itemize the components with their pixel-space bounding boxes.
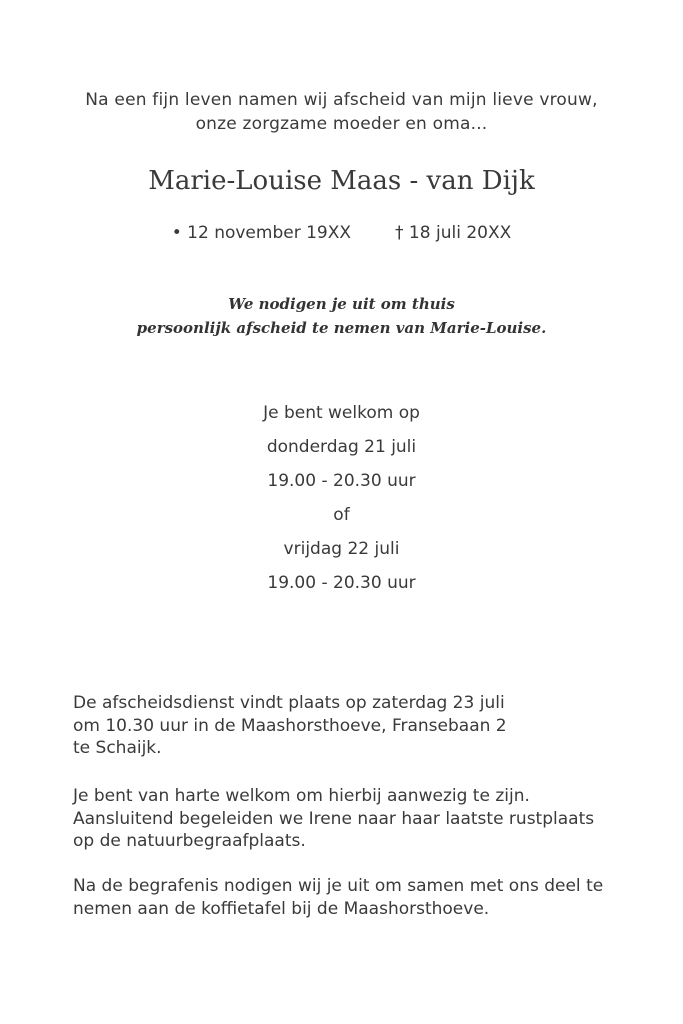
schedule-line: 19.00 - 20.30 uur [267, 471, 416, 491]
intro-text [0, 88, 683, 136]
invitation-line-2: persoonlijk afscheid te nemen van Marie-Louise. [136, 319, 547, 337]
invitation-line-1: We nodigen je uit om thuis [228, 295, 455, 313]
paragraph-line: nemen aan de koffietafel bij de Maashorsthoeve. [73, 898, 490, 919]
invitation-text [0, 292, 683, 340]
welcome-paragraph [73, 785, 663, 853]
paragraph-line: op de natuurbegraafplaats. [73, 831, 306, 851]
schedule-line: of [333, 505, 350, 525]
intro-line-2: onze zorgzame moeder en oma... [195, 114, 488, 134]
schedule-line: 19.00 - 20.30 uur [267, 573, 416, 593]
coffee-paragraph [73, 875, 663, 920]
service-paragraph [73, 692, 663, 760]
birth-date: • 12 november 19XX [171, 223, 352, 243]
deceased-name: Marie-Louise Maas - van Dijk [148, 166, 535, 196]
life-dates [0, 220, 683, 246]
paragraph-line: De afscheidsdienst vindt plaats op zaterdag 23 juli [73, 693, 505, 713]
paragraph-line: te Schaijk. [73, 738, 162, 758]
paragraph-line: Aansluitend begeleiden we Irene naar haar laatste rustplaats [73, 808, 595, 829]
schedule-line: vrijdag 22 juli [283, 539, 400, 559]
visiting-schedule [0, 398, 683, 602]
schedule-line: donderdag 21 juli [266, 437, 417, 457]
paragraph-line: om 10.30 uur in de Maashorsthoeve, Fransebaan 2 [73, 715, 507, 736]
paragraph-line: Je bent van harte welkom om hierbij aanwezig te zijn. [73, 786, 530, 806]
schedule-line: Je bent welkom op [263, 403, 420, 423]
intro-line-1: Na een fijn leven namen wij afscheid van mijn lieve vrouw, [85, 90, 598, 110]
paragraph-line: Na de begrafenis nodigen wij je uit om samen met ons deel te [73, 876, 604, 896]
death-date: † 18 juli 20XX [395, 223, 512, 243]
